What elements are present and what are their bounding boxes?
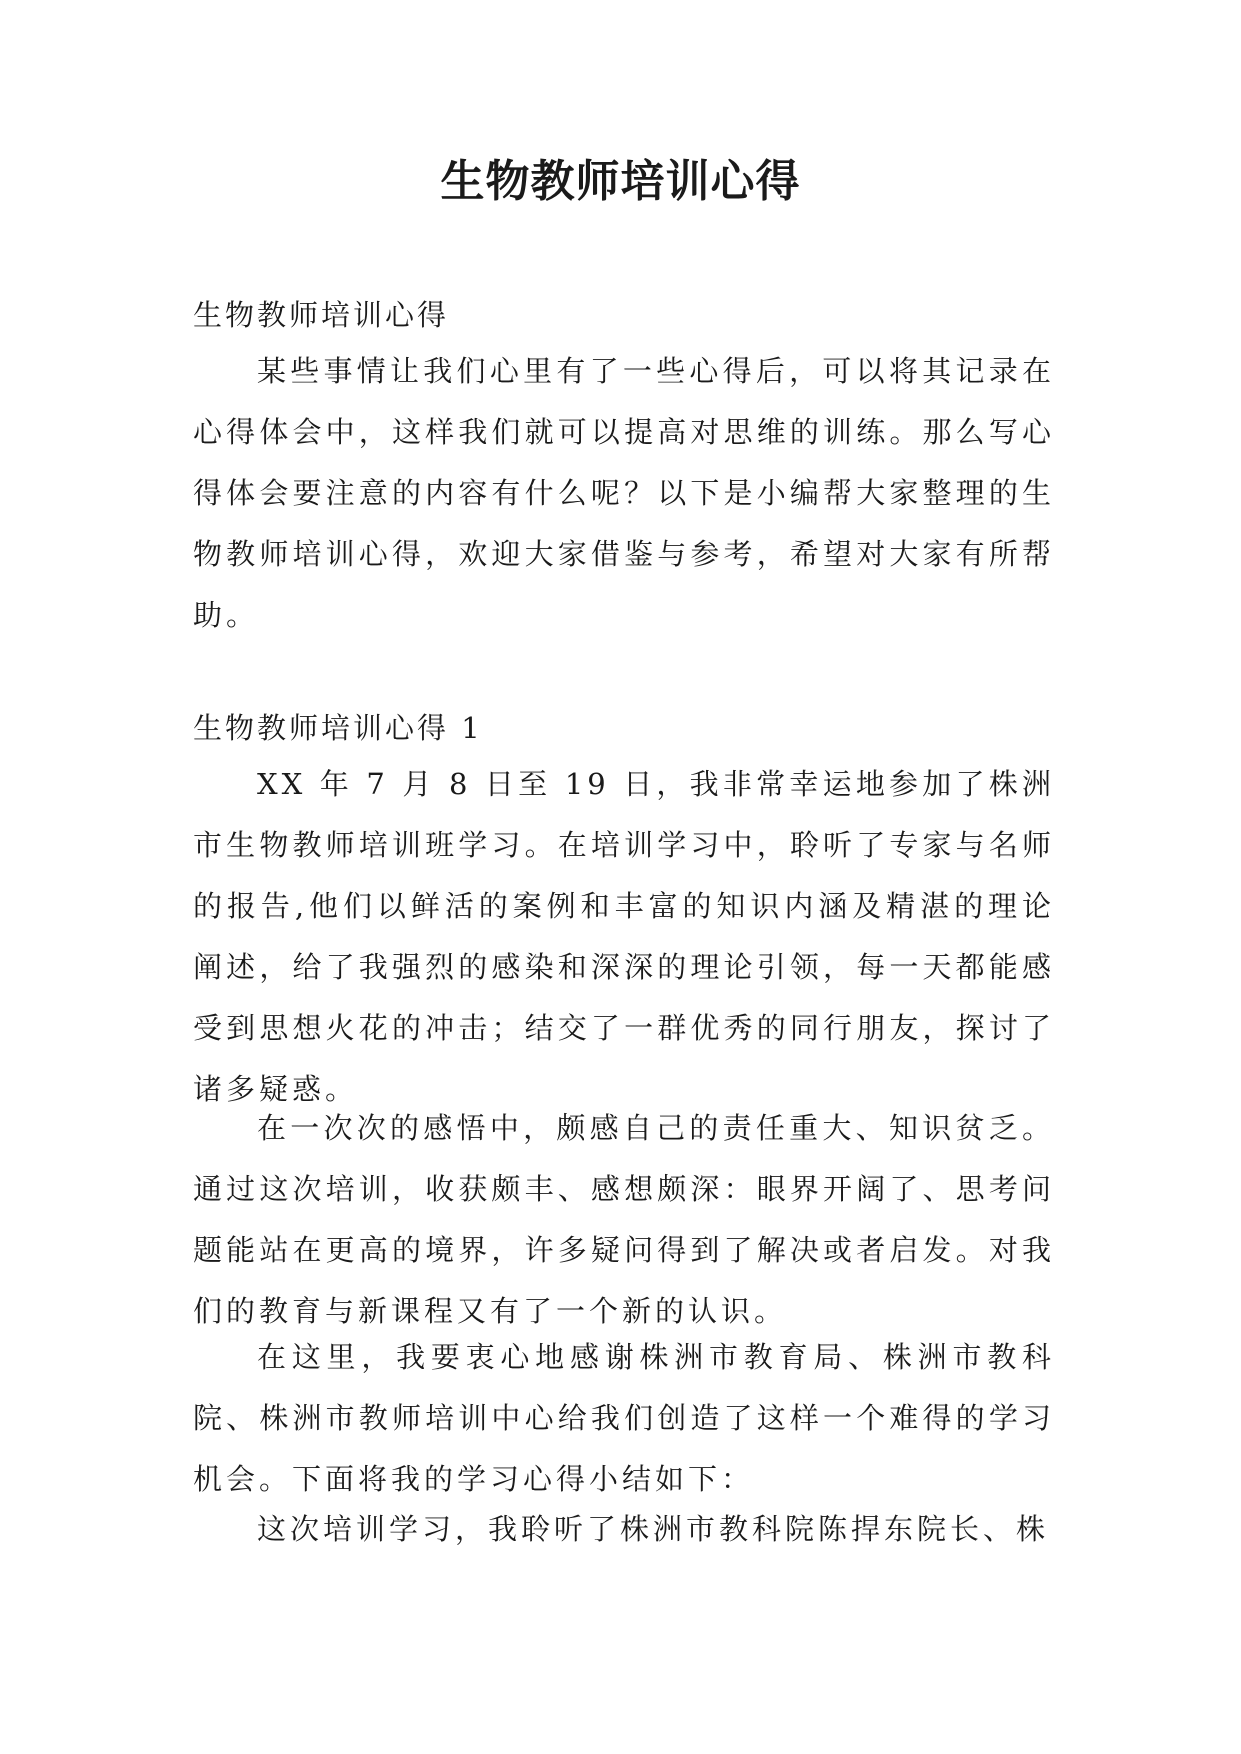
body-paragraph: 在一次次的感悟中，颇感自己的责任重大、知识贫乏。通过这次培训，收获颇丰、感想颇深：眼界开阔了、思考问题能站在更高的境界，许多疑问得到了解决或者启发。对我们的教育与新课程又有了一个新的认识。 <box>193 1111 1055 1328</box>
intro-paragraph: 某些事情让我们心里有了一些心得后，可以将其记录在心得体会中，这样我们就可以提高对思维的训练。那么写心得体会要注意的内容有什么呢？以下是小编帮大家整理的生物教师培训心得，欢迎大家借鉴与参考，希望对大家有所帮助。 <box>193 354 1055 632</box>
body-paragraph: 在这里，我要衷心地感谢株洲市教育局、株洲市教科院、株洲市教师培训中心给我们创造了这样一个难得的学习机会。下面将我的学习心得小结如下： <box>193 1340 1055 1496</box>
document-subtitle: 生物教师培训心得 <box>193 298 450 332</box>
document-title: 生物教师培训心得 <box>440 156 801 207</box>
section-heading: 生物教师培训心得 1 <box>193 711 483 745</box>
body-paragraph: 这次培训学习，我聆听了株洲市教科院陈捍东院长、株 <box>257 1512 1050 1546</box>
body-paragraph: XX 年 7 月 8 日至 19 日，我非常幸运地参加了株洲市生物教师培训班学习。在培训学习中，聆听了专家与名师的报告,他们以鲜活的案例和丰富的知识内涵及精湛的理论阐述，给了我强烈的感染和深深的理论引领，每一天都能感受到思想火花的冲击；结交了一群优秀的同行朋友，探讨了诸多疑惑。 <box>193 767 1055 1106</box>
